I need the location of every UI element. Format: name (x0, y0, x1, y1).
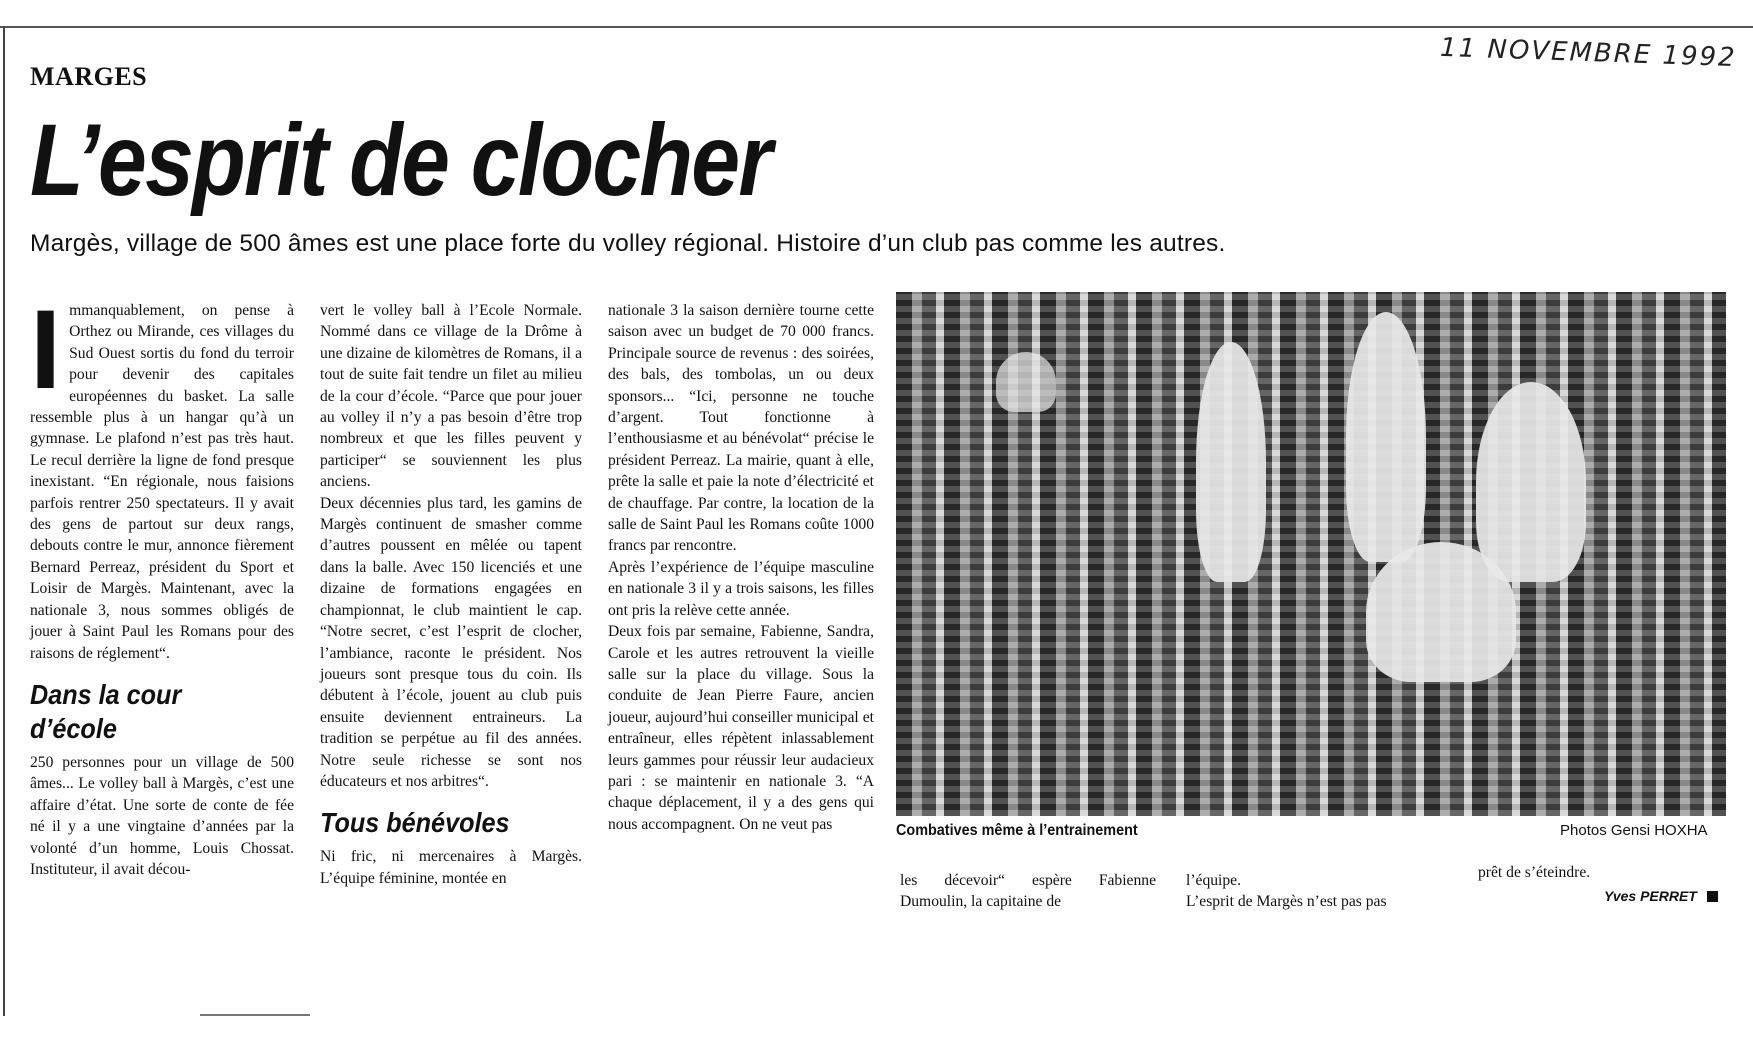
paragraph: les décevoir“ espère Fabienne Dumoulin, la capitaine de (900, 872, 1156, 911)
article-column-1 (30, 287, 294, 880)
headline: L’esprit de clocher (30, 103, 771, 217)
team-photo (896, 292, 1726, 816)
paragraph: mmanquablement, on pense à Orthez ou Mirande, ces villages du Sud Ouest sortis du fond du terroir pour devenir des capitales européennes du basket. La salle ressemble plus à un hangar qu’à un gymnase. Le plafond n’est pas très haut. Le recul derrière la ligne de fond presque inexistant. “En régionale, nous faisions parfois rentrer 250 spectateurs. Il y avait des gens de partout sur deux rangs, debouts contre le mur, annonce fièrement Bernard Perreaz, président du Sport et Loisir de Margès. Maintenant, avec la nationale 3, nous sommes obligés de jouer à Saint Paul les Romans pour des raisons de réglement“. (30, 302, 294, 662)
player-figure (1346, 312, 1426, 562)
paragraph: Après l’expérience de l’équipe masculine en nationale 3 il y a trois saisons, les filles ont pris la relève cette année. (608, 558, 874, 619)
paragraph: vert le volley ball à l’Ecole Normale. Nommé dans ce village de la Drôme à une dizaine de kilomètres de Romans, il a tout de suite fait tendre un filet au milieu de la cour d’école. “Parce que pour jouer au volley il n’y a pas besoin d’être trop nombreux et que les filles peuvent y participer“ se souviennent les plus anciens. (320, 302, 582, 491)
deck-subtitle: Margès, village de 500 âmes est une place forte du volley régional. Histoire d’un club pas comme les autres. (30, 230, 1226, 257)
end-mark-icon (1707, 891, 1718, 902)
author-name: Yves PERRET (1604, 888, 1697, 904)
tail-column-1 (900, 870, 1156, 913)
paragraph: L’esprit de Margès n’est pas pas (1186, 893, 1387, 911)
page-border-bottom (200, 1014, 310, 1016)
tail-column-3 (1478, 862, 1728, 883)
tail-column-2 (1186, 870, 1448, 913)
subheading: Tous bénévoles (320, 807, 510, 839)
drop-cap: I (30, 287, 62, 412)
page-border-left (3, 26, 5, 1016)
player-figure (1366, 542, 1516, 682)
article-column-2 (320, 300, 582, 889)
player-figure (996, 352, 1056, 412)
paragraph: l’équipe. (1186, 872, 1241, 889)
page-border-top (0, 26, 1753, 28)
player-figure (1196, 342, 1266, 582)
paragraph: Ni fric, ni mercenaires à Margès. L’équipe féminine, montée en (320, 848, 582, 887)
paragraph: Deux fois par semaine, Fabienne, Sandra, Carole et les autres retrouvent la vieille salle sur la place du village. Sous la conduite de Jean Pierre Faure, ancien joueur, aujourd’hui conseiller municipal et entraîneur, elles répètent inlassablement leurs gammes pour réussir leur audacieux pari : se maintenir en nationale 3. “A chaque déplacement, il y a des gens qui nous accompagnent. On ne veut pas (608, 623, 874, 833)
paragraph: prêt de s’éteindre. (1478, 864, 1591, 881)
photo-caption: Combatives même à l’entrainement (896, 822, 1138, 839)
section-label: MARGES (30, 62, 148, 91)
paragraph: nationale 3 la saison dernière tourne cette saison avec un budget de 70 000 francs. Principale source de revenus : des soirées, des bals, des tombolas, un ou deux sponsors... “Ici, personne ne touche d’argent. Tout fonctionne à l’enthousiasme et au bénévolat“ précise le président Perreaz. La mairie, quant à elle, prête la salle et paie la note d’électricité et de chauffage. Par contre, la location de la salle de Saint Paul les Romans coûte 1000 francs par rencontre. (608, 302, 874, 555)
handwritten-date: 11 NOVEMBRE 1992 (1439, 32, 1738, 74)
author-signature (1604, 888, 1718, 904)
article-column-3 (608, 300, 874, 835)
photo-credit: Photos Gensi HOXHA (1560, 822, 1708, 839)
player-figure (1476, 382, 1586, 582)
paragraph: Deux décennies plus tard, les gamins de Margès continuent de smasher comme d’autres poussent en mêlée ou tapent dans la balle. Avec 150 licenciés et une dizaine de formations engagées en championnat, le club maintient le cap. “Notre secret, c’est l’esprit de clocher, l’ambiance, raconte le président. Nos joueurs sont presque tous du coin. Ils débutent à l’école, jouent au club puis ensuite deviennent entraineurs. La tradition se perpétue au fil des années. Notre seule richesse se sont nos éducateurs et nos arbitres“. (320, 494, 582, 790)
subheading: Dans la cour d’école (30, 678, 182, 744)
paragraph: 250 personnes pour un village de 500 âmes... Le volley ball à Margès, c’est une affaire d’état. Une sorte de conte de fée né il y a une vingtaine d’années par la volonté d’un homme, Louis Chossat. Instituteur, il avait décou- (30, 753, 294, 878)
